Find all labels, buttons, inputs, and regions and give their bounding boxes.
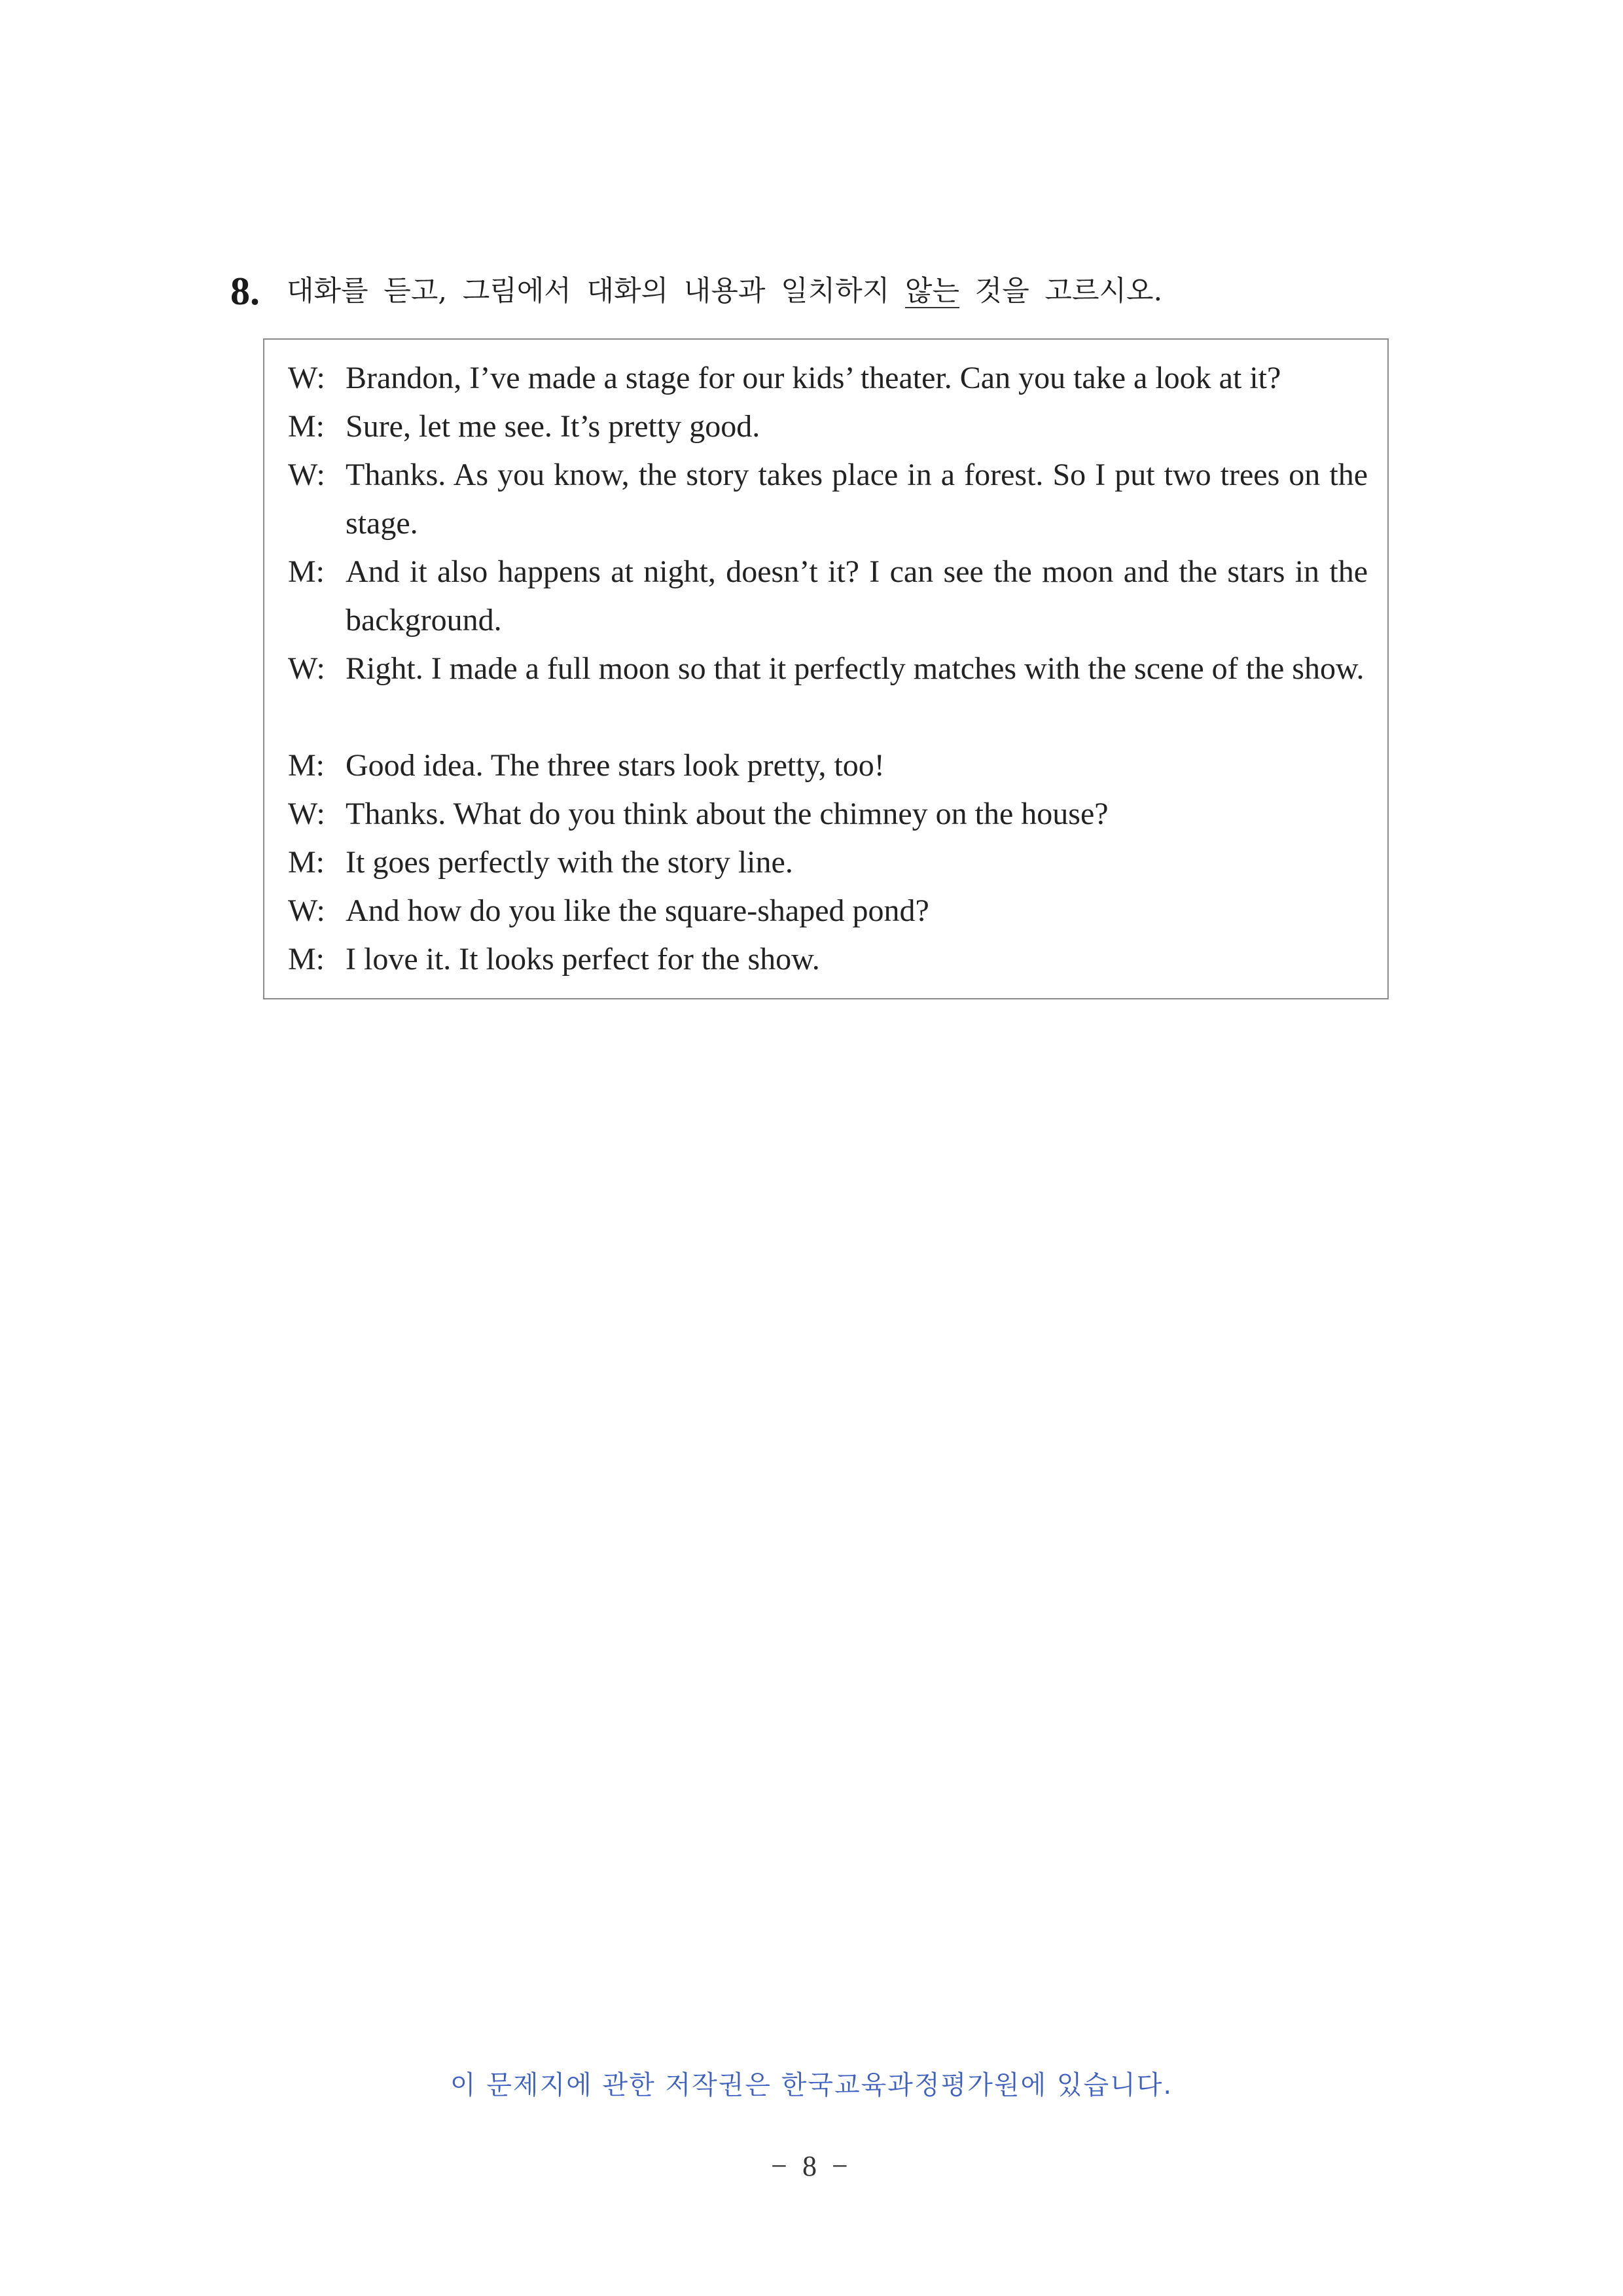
- speaker-label: M:: [288, 942, 325, 977]
- dialogue-line: [288, 887, 1368, 935]
- utterance: Sure, let me see. It’s pretty good.: [346, 409, 760, 444]
- speaker-label: W:: [288, 457, 325, 492]
- dialogue-line: [288, 354, 1368, 403]
- question-header: [230, 265, 1408, 317]
- speaker-label: W:: [288, 361, 325, 395]
- dialogue-line: [288, 838, 1368, 887]
- utterance: And how do you like the square-shaped pond?: [346, 893, 929, 928]
- dialogue-box: [263, 338, 1389, 999]
- utterance: Thanks. As you know, the story takes place in a forest. So I put two trees on the stage.: [346, 457, 1368, 541]
- prompt-after: 것을 고르시오.: [974, 275, 1163, 308]
- copyright-notice: 이 문제지에 관한 저작권은 한국교육과정평가원에 있습니다.: [450, 2070, 1173, 2100]
- speaker-label: M:: [288, 845, 325, 880]
- utterance: I love it. It looks perfect for the show.: [346, 942, 820, 977]
- dialogue-line: [288, 742, 1368, 790]
- speaker-label: W:: [288, 797, 325, 831]
- utterance: Brandon, I’ve made a stage for our kids’ theater. Can you take a look at it?: [346, 361, 1281, 395]
- prompt-underlined-word: 않는: [904, 275, 959, 308]
- prompt-before: 대화를 듣고, 그림에서 대화의 내용과 일치하지: [287, 275, 890, 308]
- speaker-label: M:: [288, 748, 325, 783]
- speaker-label: M:: [288, 409, 325, 444]
- speaker-label: W:: [288, 893, 325, 928]
- page-number: − 8 −: [771, 2150, 852, 2182]
- dialogue-line: [288, 403, 1368, 451]
- utterance: Right. I made a full moon so that it perfectly matches with the scene of the show.: [346, 651, 1364, 686]
- dialogue-line: [288, 451, 1368, 548]
- utterance: Thanks. What do you think about the chimney on the house?: [346, 797, 1109, 831]
- utterance: It goes perfectly with the story line.: [346, 845, 793, 880]
- question-prompt: [287, 265, 1162, 317]
- dialogue-line: [288, 548, 1368, 645]
- speaker-label: M:: [288, 554, 325, 589]
- dialogue-line: [288, 935, 1368, 984]
- dialogue-line: [288, 790, 1368, 838]
- speaker-label: W:: [288, 651, 325, 686]
- utterance: And it also happens at night, doesn’t it? I can see the moon and the stars in the background.: [346, 554, 1368, 637]
- utterance: Good idea. The three stars look pretty, too!: [346, 748, 885, 783]
- question-number: 8.: [230, 270, 260, 313]
- dialogue-line: [288, 645, 1368, 693]
